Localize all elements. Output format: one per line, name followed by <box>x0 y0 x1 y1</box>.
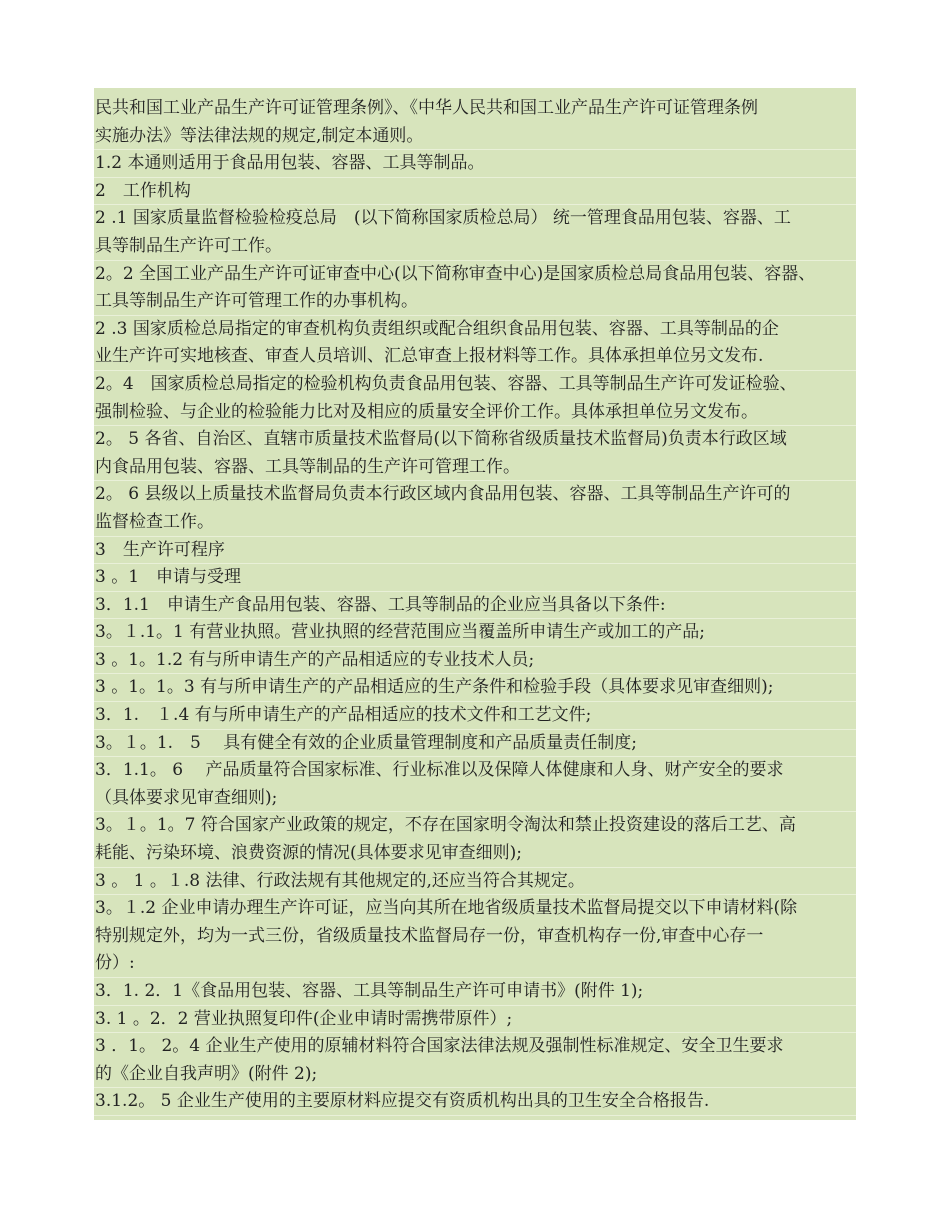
text-line: 2。 5 各省、自治区、直辖市质量技术监督局(以下简称省级质量技术监督局)负责本行政区域 <box>94 426 856 454</box>
text-line: 份）: <box>94 950 856 978</box>
text-line: 具等制品生产许可工作。 <box>94 233 856 261</box>
text-line: 3。１.2 企业申请办理生产许可证，应当向其所在地省级质量技术监督局提交以下申请材料(除 <box>94 895 856 923</box>
text-line: 3 。1。1.2 有与所申请生产的产品相适应的专业技术人员; <box>94 647 856 675</box>
text-line: 2 .3 国家质检总局指定的审查机构负责组织或配合组织食品用包装、容器、工具等制品的企 <box>94 316 856 344</box>
text-line: 3。１。1。7 符合国家产业政策的规定，不存在国家明令淘汰和禁止投资建设的落后工艺、高 <box>94 812 856 840</box>
text-line: （具体要求见审查细则); <box>94 785 856 813</box>
text-line: 3．1.1 申请生产食品用包装、容器、工具等制品的企业应当具备以下条件: <box>94 592 856 620</box>
text-line: 强制检验、与企业的检验能力比对及相应的质量安全评价工作。具体承担单位另文发布。 <box>94 399 856 427</box>
text-line: 民共和国工业产品生产许可证管理条例》、《中华人民共和国工业产品生产许可证管理条例 <box>94 95 856 123</box>
text-line: 业生产许可实地核查、审查人员培训、汇总审查上报材料等工作。具体承担单位另文发布. <box>94 343 856 371</box>
text-line: 3．1. 2．1《食品用包装、容器、工具等制品生产许可申请书》(附件 1); <box>94 978 856 1006</box>
text-line: 2 .1 国家质量监督检验检疫总局 (以下简称国家质检总局） 统一管理食品用包装、容器、工 <box>94 205 856 233</box>
text-line: 3.1.2。 5 企业生产使用的主要原材料应提交有资质机构出具的卫生安全合格报告. <box>94 1088 856 1116</box>
text-line: 3 。 1 。１.8 法律、行政法规有其他规定的,还应当符合其规定。 <box>94 868 856 896</box>
text-line: 3 。1。1。3 有与所申请生产的产品相适应的生产条件和检验手段（具体要求见审查细则); <box>94 674 856 702</box>
text-line: 3．1. １.4 有与所申请生产的产品相适应的技术文件和工艺文件; <box>94 702 856 730</box>
text-line: 2。4 国家质检总局指定的检验机构负责食品用包装、容器、工具等制品生产许可发证检验、 <box>94 371 856 399</box>
text-line: 实施办法》等法律法规的规定,制定本通则。 <box>94 123 856 151</box>
section-heading: 2 工作机构 <box>94 178 856 206</box>
text-line: 3．1.1。 6 产品质量符合国家标准、行业标准以及保障人体健康和人身、财产安全的要求 <box>94 757 856 785</box>
text-line: 3。１。1. 5 具有健全有效的企业质量管理制度和产品质量责任制度; <box>94 730 856 758</box>
text-line: 3. 1 。2．2 营业执照复印件(企业申请时需携带原件）; <box>94 1006 856 1034</box>
text-line: 监督检查工作。 <box>94 509 856 537</box>
text-line: 1.2 本通则适用于食品用包装、容器、工具等制品。 <box>94 150 856 178</box>
document-body <box>94 88 856 1120</box>
subsection-heading: 3 。1 申请与受理 <box>94 564 856 592</box>
text-line: 2。 6 县级以上质量技术监督局负责本行政区域内食品用包装、容器、工具等制品生产许可的 <box>94 481 856 509</box>
text-line: 工具等制品生产许可管理工作的办事机构。 <box>94 288 856 316</box>
section-heading: 3 生产许可程序 <box>94 537 856 565</box>
text-line: 的《企业自我声明》(附件 2); <box>94 1061 856 1089</box>
text-line: 内食品用包装、容器、工具等制品的生产许可管理工作。 <box>94 454 856 482</box>
text-line: 耗能、污染环境、浪费资源的情况(具体要求见审查细则); <box>94 840 856 868</box>
text-line: 2。2 全国工业产品生产许可证审查中心(以下简称审查中心)是国家质检总局食品用包装、容器、 <box>94 261 856 289</box>
text-line: 特别规定外，均为一式三份，省级质量技术监督局存一份，审查机构存一份,审查中心存一 <box>94 923 856 951</box>
text-line: 3。１.1。1 有营业执照。营业执照的经营范围应当覆盖所申请生产或加工的产品; <box>94 619 856 647</box>
text-line: 3 ．1。 2。4 企业生产使用的原辅材料符合国家法律法规及强制性标准规定、安全卫生要求 <box>94 1033 856 1061</box>
